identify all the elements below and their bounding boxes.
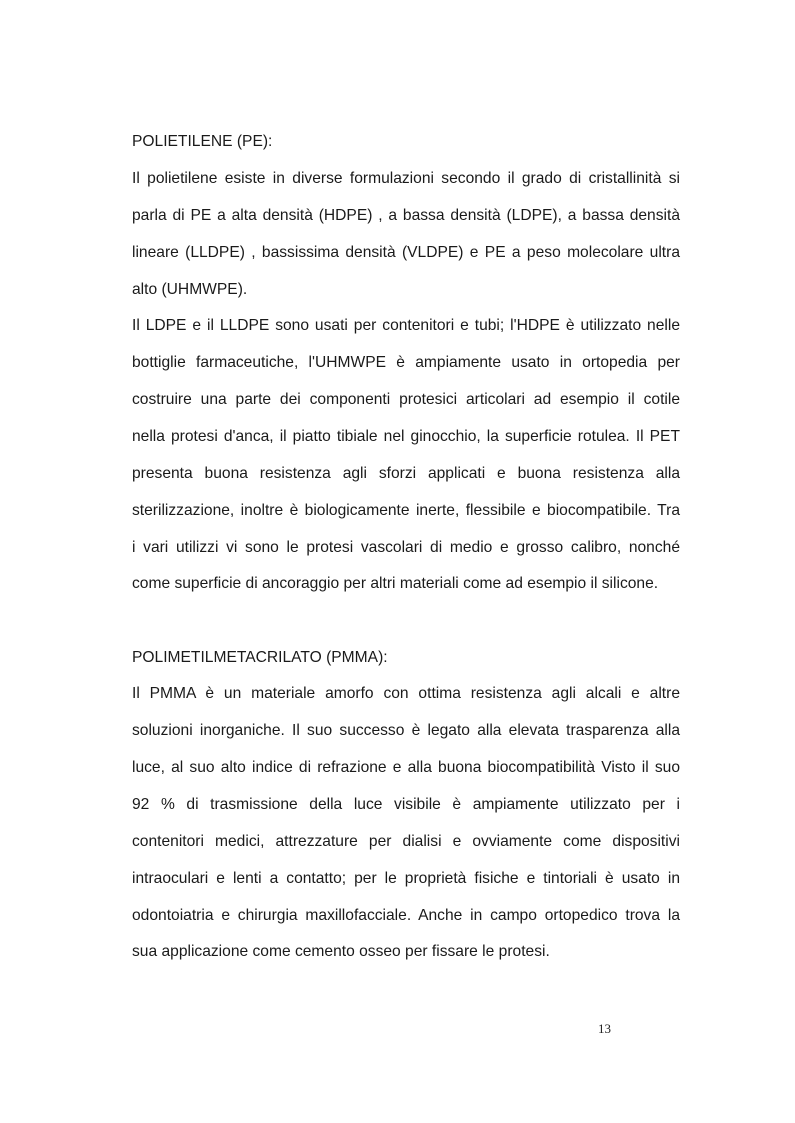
paragraph-line: bottiglie farmaceutiche, l'UHMWPE è ampiamente usato in ortopedia per <box>132 354 680 371</box>
paragraph-line: i vari utilizzi vi sono le protesi vascolari di medio e grosso calibro, nonché <box>132 539 680 556</box>
paragraph-line: intraoculari e lenti a contatto; per le proprietà fisiche e tintoriali è usato in <box>132 870 680 887</box>
page-number: 13 <box>598 1021 611 1036</box>
paragraph-line: Il LDPE e il LLDPE sono usati per contenitori e tubi; l'HDPE è utilizzato nelle <box>132 317 680 334</box>
paragraph-line: Il PMMA è un materiale amorfo con ottima resistenza agli alcali e altre <box>132 685 680 702</box>
paragraph-line: odontoiatria e chirurgia maxillofacciale. Anche in campo ortopedico trova la <box>132 907 680 924</box>
paragraph-line: nella protesi d'anca, il piatto tibiale nel ginocchio, la superficie rotulea. Il PET <box>132 428 680 445</box>
paragraph-line: come superficie di ancoraggio per altri materiali come ad esempio il silicone. <box>132 575 659 592</box>
paragraph-line: 92 % di trasmissione della luce visibile è ampiamente utilizzato per i <box>132 796 680 813</box>
paragraph-line: soluzioni inorganiche. Il suo successo è legato alla elevata trasparenza alla <box>132 722 680 739</box>
paragraph-line: luce, al suo alto indice di refrazione e alla buona biocompatibilità Visto il suo <box>132 759 680 776</box>
paragraph-line: contenitori medici, attrezzature per dialisi e ovviamente come dispositivi <box>132 833 680 850</box>
section-heading-pmma: POLIMETILMETACRILATO (PMMA): <box>132 649 388 666</box>
paragraph-line: alto (UHMWPE). <box>132 281 248 298</box>
paragraph-line: costruire una parte dei componenti protesici articolari ad esempio il cotile <box>132 391 680 408</box>
paragraph-line: parla di PE a alta densità (HDPE) , a bassa densità (LDPE), a bassa densità <box>132 207 680 224</box>
paragraph-line: lineare (LLDPE) , bassissima densità (VLDPE) e PE a peso molecolare ultra <box>132 244 680 261</box>
section-heading-polietilene: POLIETILENE (PE): <box>132 133 273 150</box>
paragraph-line: sterilizzazione, inoltre è biologicamente inerte, flessibile e biocompatibile. Tra <box>132 502 680 519</box>
paragraph-line: sua applicazione come cemento osseo per fissare le protesi. <box>132 943 550 960</box>
paragraph-line: Il polietilene esiste in diverse formulazioni secondo il grado di cristallinità si <box>132 170 680 187</box>
paragraph-line: presenta buona resistenza agli sforzi applicati e buona resistenza alla <box>132 465 680 482</box>
